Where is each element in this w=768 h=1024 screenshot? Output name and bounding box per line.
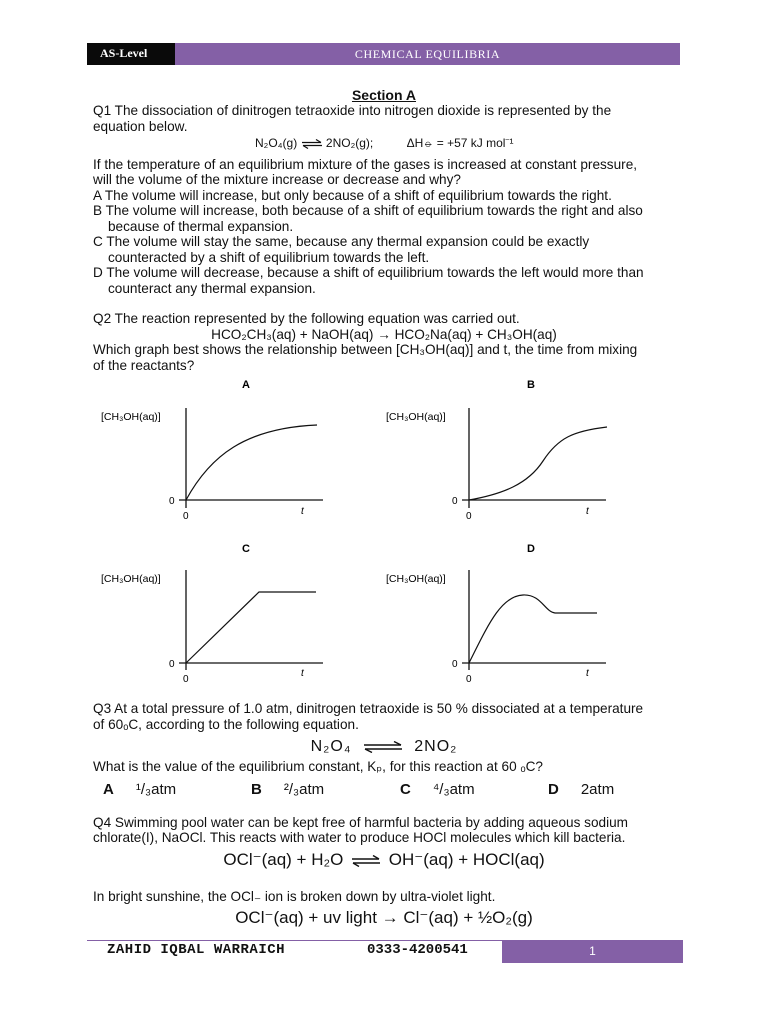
graph-a-curve (186, 425, 317, 500)
graph-c-xlabel: t (301, 668, 304, 679)
graph-d-letter: D (527, 543, 535, 555)
q1-line-1: Q1 The dissociation of dinitrogen tetraoxide into nitrogen dioxide is represented by the (93, 103, 612, 118)
q1-option-d-cont: counteract any thermal expansion. (108, 281, 316, 296)
graph-d-ylabel: [CH₃OH(aq)] (386, 573, 446, 585)
q3-option-d-letter: D (548, 781, 559, 798)
q1-eq-right: 2NO₂(g); (325, 136, 374, 150)
graph-b-xlabel: t (586, 506, 589, 517)
q1-enthalpy: ΔH⦵ = +57 kJ mol⁻¹ (406, 136, 514, 150)
graph-a-ylabel: [CH₃OH(aq)] (101, 411, 161, 423)
q3-eq-right: 2NO₂ (414, 738, 458, 755)
q1-eq-left: N₂O₄(g) (255, 136, 298, 150)
q4-sunshine-line: In bright sunshine, the OCl₋ ion is broken down by ultra-violet light. (93, 889, 496, 904)
graph-c-curve (186, 592, 316, 663)
graph-c (95, 540, 335, 688)
graph-c-origin-x: 0 (183, 674, 189, 685)
graph-d-origin-x: 0 (466, 674, 472, 685)
q3-equation (0, 738, 768, 756)
q1-option-b-cont: because of thermal expansion. (108, 219, 294, 234)
graph-d-xlabel: t (586, 668, 589, 679)
q3-line-2: of 60ₒC, according to the following equation. (93, 717, 359, 732)
header-level: AS-Level (87, 43, 175, 65)
q4-line-1: Q4 Swimming pool water can be kept free of harmful bacteria by adding aqueous sodium (93, 815, 628, 830)
page-header (87, 43, 680, 65)
q3-option-a-letter: A (103, 781, 114, 798)
q4-eq1-left: OCl⁻(aq) + H₂O (223, 850, 344, 869)
footer-phone: 0333-4200541 (367, 942, 468, 958)
q3-option-c-letter: C (400, 781, 411, 798)
graph-a (95, 376, 335, 524)
graph-c-origin-y: 0 (169, 659, 175, 670)
q3-option-b-letter: B (251, 781, 262, 798)
graph-a-origin-y: 0 (169, 496, 175, 507)
q2-question-1: Which graph best shows the relationship between [CH₃OH(aq)] and t, the time from mixing (93, 342, 638, 357)
q3-question: What is the value of the equilibrium constant, Kₚ, for this reaction at 60 ₒC? (93, 759, 543, 774)
q3-option-d (548, 781, 614, 798)
section-title: Section A (351, 87, 417, 103)
q1-option-a: A The volume will increase, but only because of a shift of equilibrium towards the right. (93, 188, 612, 203)
q1-option-c: C The volume will stay the same, because any thermal expansion could be exactly (93, 234, 590, 249)
graph-a-letter: A (242, 379, 250, 391)
page-number: 1 (502, 940, 683, 963)
header-topic: CHEMICAL EQUILIBRIA (175, 43, 680, 65)
graph-a-origin-x: 0 (183, 511, 189, 522)
graph-d-curve (469, 595, 597, 663)
graph-b-letter: B (527, 379, 535, 391)
q2-question-2: of the reactants? (93, 358, 195, 373)
footer-author: ZAHID IQBAL WARRAICH (107, 942, 286, 958)
q3-option-a (103, 781, 176, 798)
q1-line-2: equation below. (93, 119, 188, 134)
q1-option-d: D The volume will decrease, because a shift of equilibrium towards the left would more than (93, 265, 644, 280)
footer-rule (87, 940, 502, 941)
q2-equation: HCO₂CH₃(aq) + NaOH(aq) → HCO₂Na(aq) + CH₃OH(aq) (211, 327, 557, 342)
q4-eq1-right: OH⁻(aq) + HOCl(aq) (388, 850, 545, 869)
q1-question-2: will the volume of the mixture increase or decrease and why? (93, 172, 461, 187)
q4-equation-1 (0, 850, 768, 870)
q3-option-a-value: ¹/₃atm (135, 781, 177, 798)
graph-b-origin-y: 0 (452, 496, 458, 507)
q2-intro: Q2 The reaction represented by the following equation was carried out. (93, 311, 520, 326)
q3-line-1: Q3 At a total pressure of 1.0 atm, dinitrogen tetraoxide is 50 % dissociated at a temperature (93, 701, 644, 716)
q3-option-c-value: ⁴/₃atm (432, 781, 475, 798)
graph-a-xlabel: t (301, 506, 304, 517)
q3-option-d-value: 2atm (580, 781, 615, 798)
graph-b-origin-x: 0 (466, 511, 472, 522)
q1-question-1: If the temperature of an equilibrium mixture of the gases is increased at constant pressure, (93, 157, 638, 172)
equilibrium-arrow-icon (301, 139, 323, 149)
equilibrium-arrow-icon (363, 741, 403, 753)
page-footer (87, 940, 683, 963)
q3-option-b (251, 781, 324, 798)
q4-equation-2: OCl⁻(aq) + uv light → Cl⁻(aq) + ½O₂(g) (235, 908, 533, 927)
graph-c-ylabel: [CH₃OH(aq)] (101, 573, 161, 585)
graph-b (383, 376, 623, 524)
graph-b-ylabel: [CH₃OH(aq)] (386, 411, 446, 423)
graph-c-letter: C (242, 543, 250, 555)
q1-option-b: B The volume will increase, both because of a shift of equilibrium towards the right and also (93, 203, 643, 218)
graph-d (383, 540, 623, 688)
q3-option-c (400, 781, 475, 798)
graph-d-origin-y: 0 (452, 659, 458, 670)
q1-equation (255, 136, 514, 151)
q4-line-2: chlorate(I), NaOCl. This reacts with water to produce HOCl molecules which kill bacteria. (93, 830, 626, 845)
equilibrium-arrow-icon (351, 855, 381, 867)
q3-eq-left: N₂O₄ (310, 738, 352, 755)
q3-option-b-value: ²/₃atm (283, 781, 325, 798)
graph-b-curve (469, 427, 607, 500)
q1-option-c-cont: counteracted by a shift of equilibrium towards the left. (108, 250, 430, 265)
